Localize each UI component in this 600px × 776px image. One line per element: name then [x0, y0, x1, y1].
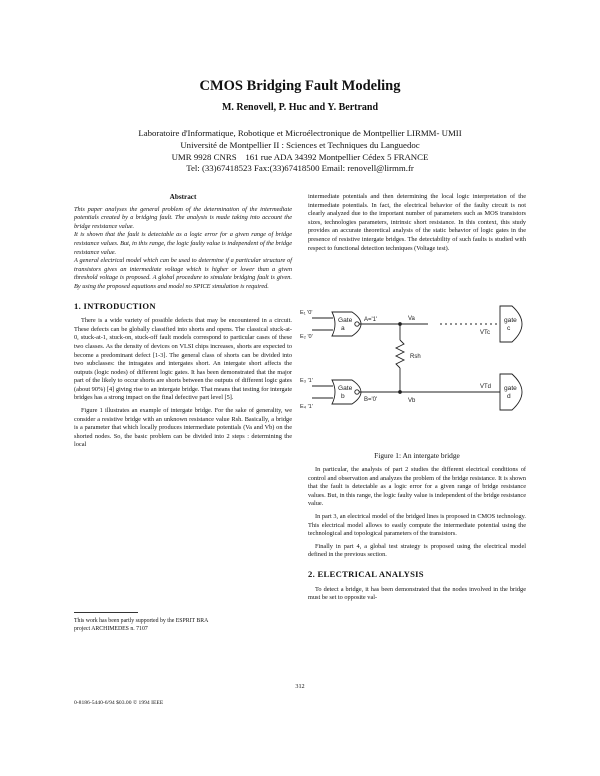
abstract-paragraph: A general electrical model which can be used to determine if a particular structure of transistors gives an intermediate voltage which is higher or lower than a given threshold voltage is proposed. A global procedure to simulate bridging fault is given. By using the proposed equations and model no SPICE simulation is required.	[74, 257, 292, 290]
bridge-resistor	[396, 340, 404, 368]
gate-c-label: c	[507, 325, 511, 332]
gate-b-label: b	[341, 393, 345, 400]
gate-a-label: Gate	[338, 317, 353, 324]
gate-b-label: Gate	[338, 385, 353, 392]
body-paragraph: There is a wide variety of possible defects that may be encountered in a circuit. These defects can be globally classified into shorts and opens. The classical stuck-at-0, stuck-at-1, stuck-on, stuck-off fault models correspond to particular cases of these two classes. As the density of devices on VLSI chips increases, shorts are expected to become a predominant defect [1-3]. The general class of shorts can be divided into two subclasses: the intragates and intergates short. An intergate short affects the outputs (logic nodes) of different logic gates. It has been demonstrated that the major part of the likely to occur shorts are shorts between the outputs of different logic gates (about 90%) [4] giving rise to an intergate bridge. That means that testing for intergate bridges has a strong impact on the final defective part level [5].	[74, 317, 292, 402]
body-paragraph: In particular, the analysis of part 2 studies the different electrical conditions of control and observation and analyzes the problem of the bridge resistance. It is shown that the fault is detectable as a logic error for a given range of bridge resistance values. But, in this range, the logic faulty value is independent of the bridge resistance value.	[308, 466, 526, 508]
abstract-heading: Abstract	[169, 193, 197, 201]
rsh-label: Rsh	[410, 354, 421, 360]
affiliation-line: Université de Montpellier II : Sciences et Techniques du Languedoc	[180, 139, 420, 150]
gate-a-shape	[332, 312, 361, 336]
affiliation-block	[0, 128, 600, 175]
body-paragraph: To detect a bridge, it has been demonstrated that the nodes involved in the bridge must be set to opposite val-	[308, 585, 526, 602]
body-paragraph: Figure 1 illustrates an example of intergate bridge. For the sake of generality, we consider a resistive bridge with an unknown resistance value Rsh. Basically, a bridge is a parameter that which locally produces intermediate potentials (Va and Vb) on the shorted nodes. So, the basic problem can be divided into 2 steps : determining the local	[74, 407, 292, 449]
output-a-label: A='1'	[364, 317, 378, 323]
body-paragraph: In part 3, an electrical model of the bridged lines is proposed in CMOS technology. This electrical model allows to easily compute the intermediate potential using the technological and topological parameters of the transistors.	[308, 512, 526, 538]
gate-b-shape	[332, 380, 361, 404]
isbn-line: 0-8186-5440-6/94 $03.00 © 1994 IEEE	[74, 700, 164, 706]
figure-caption: Figure 1: An intergate bridge	[374, 451, 460, 460]
gate-d-shape	[500, 374, 522, 410]
va-label: Va	[408, 316, 415, 322]
left-column	[74, 193, 292, 450]
body-paragraph: Finally in part 4, a global test strategy is proposed using the electrical model defined in the previous section.	[308, 542, 526, 559]
input-label: E₁ '0'	[300, 310, 313, 316]
gate-d-label: d	[507, 393, 511, 400]
gate-c-label: gate	[504, 317, 517, 324]
gate-a-bubble	[355, 322, 359, 326]
abstract-paragraph: It is shown that the fault is detectable as a logic error for a given range of bridge resistance values. But, in this range, the logic faulty value is independent of the bridge resistance value.	[74, 231, 292, 256]
gate-d-label: gate	[504, 385, 517, 392]
vtd-label: VTd	[480, 384, 492, 390]
page-number: 312	[295, 683, 305, 690]
gate-c-shape	[500, 306, 522, 342]
intergate-bridge-figure	[300, 300, 532, 440]
output-b-label: B='0'	[364, 397, 378, 403]
body-paragraph: intermediate potentials and then determining the local logic interpretation of the intermediate potentials. In fact, the electrical behavior of the faulty circuit is not clearly analyzed due to the important number of parameters such as MOS transistors sizes, technologies parameters, intrinsic short resistance. In this context, this study provides an accurate theoretical analysis of the static behavior of logic gates in the presence of resistive intergate bridges. The detectability of such faults is studied with respect to functional detection techniques (Voltage test).	[308, 193, 526, 252]
vtc-label: VTc	[480, 330, 491, 336]
right-column-top	[308, 193, 526, 253]
abstract-paragraph: This paper analyses the general problem of the determination of the intermediate potentials created by a bridging fault. The analysis is made taking into account the bridge resistance value.	[74, 205, 292, 230]
paper-title: CMOS Bridging Fault Modeling	[199, 78, 401, 94]
right-column-bottom	[308, 466, 526, 603]
input-label: E₂ '0'	[300, 334, 313, 340]
vb-label: Vb	[408, 398, 416, 404]
paper-authors: M. Renovell, P. Huc and Y. Bertrand	[221, 102, 379, 113]
footnote-rule	[74, 612, 138, 613]
affiliation-line: Tel: (33)67418523 Fax:(33)67418500 Email: renovell@lirmm.fr	[186, 163, 414, 174]
footnote: This work has been partly supported by the ESPRIT BRA project ARCHIMEDES n. 7107	[74, 618, 209, 632]
gate-a-label: a	[341, 325, 345, 332]
affiliation-line: UMR 9928 CNRS 161 rue ADA 34392 Montpellier Cédex 5 FRANCE	[171, 151, 429, 162]
section-heading-electrical-analysis: 2. ELECTRICAL ANALYSIS	[308, 568, 424, 579]
gate-b-bubble	[355, 390, 359, 394]
abstract-body	[74, 206, 292, 292]
input-label: E₃ '1'	[300, 378, 313, 384]
affiliation-line: Laboratoire d'Informatique, Robotique et Microélectronique de Montpellier LIRMM- UMII	[138, 128, 462, 138]
section-heading-introduction: 1. INTRODUCTION	[74, 300, 156, 311]
input-label: E₄ '1'	[300, 404, 313, 410]
